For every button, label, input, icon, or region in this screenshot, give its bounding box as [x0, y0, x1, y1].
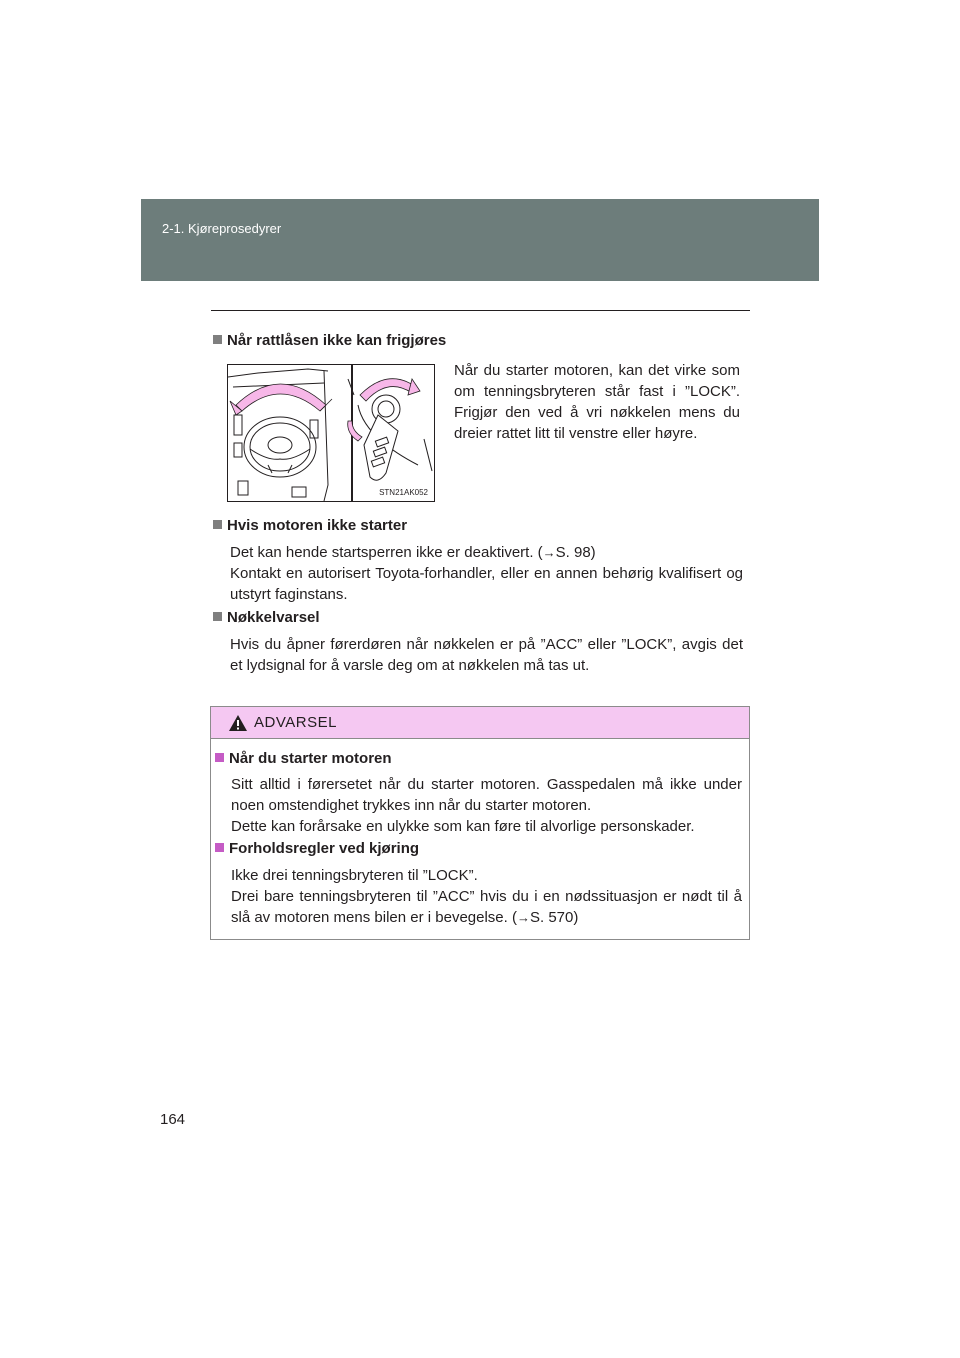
steering-key-illustration-icon [228, 365, 434, 501]
warning-driving-text: Ikke drei tenningsbryteren til ”LOCK”. Drei bare tenningsbryteren til ”ACC” hvis du i en nødssituasjon er nødt til å slå av motoren mens bilen er i bevegelse. (→S. 570) [231, 867, 742, 926]
warning-heading-starting: Når du starter motoren [215, 750, 392, 767]
warning-header [211, 707, 749, 739]
divider-rule [211, 310, 750, 311]
square-bullet-icon [213, 335, 222, 344]
arrow-right-icon: → [516, 910, 530, 925]
arrow-right-icon: → [542, 545, 556, 560]
square-bullet-icon [213, 520, 222, 529]
steering-lock-text: Når du starter motoren, kan det virke som om tenningsbryteren står fast i ”LOCK”. Frigjør den ved å vri nøkkelen mens du dreier rattet litt til venstre eller høyre. [454, 362, 740, 442]
warning-triangle-icon [228, 714, 248, 732]
illustration-steering-key [227, 364, 435, 502]
page-ref-link[interactable]: S. 98) [555, 544, 596, 561]
engine-not-start-text: Det kan hende startsperren ikke er deaktivert. (→S. 98) Kontakt en autorisert Toyota-forhandler, eller en annen behørig kvalifisert og utstyrt faginstans. [230, 544, 743, 603]
square-bullet-icon [213, 612, 222, 621]
section-heading-steering-lock: Når rattlåsen ikke kan frigjøres [213, 332, 446, 349]
warning-heading-driving: Forholdsregler ved kjøring [215, 840, 419, 857]
section-heading-engine-not-start: Hvis motoren ikke starter [213, 517, 407, 534]
warning-title: ADVARSEL [254, 714, 337, 731]
header-band [141, 199, 819, 281]
page-ref-link[interactable]: S. 570) [529, 909, 579, 926]
page-number: 164 [160, 1111, 186, 1128]
warning-box [210, 706, 750, 940]
warning-starting-text: Sitt alltid i førersetet når du starter motoren. Gasspedalen må ikke under noen omstendighet trykkes inn når du starter motoren. Dette kan forårsake en ulykke som kan føre til alvorlige personskader. [231, 776, 742, 835]
chapter-title: 2-1. Kjøreprosedyrer [162, 221, 282, 236]
section-heading-key-reminder: Nøkkelvarsel [213, 609, 320, 626]
key-reminder-text: Hvis du åpner førerdøren når nøkkelen er på ”ACC” eller ”LOCK”, avgis det et lydsignal for å varsle deg om at nøkkelen må tas ut. [230, 636, 743, 674]
illustration-code: STN21AK052 [379, 488, 428, 497]
square-bullet-icon [215, 753, 224, 762]
square-bullet-icon [215, 843, 224, 852]
